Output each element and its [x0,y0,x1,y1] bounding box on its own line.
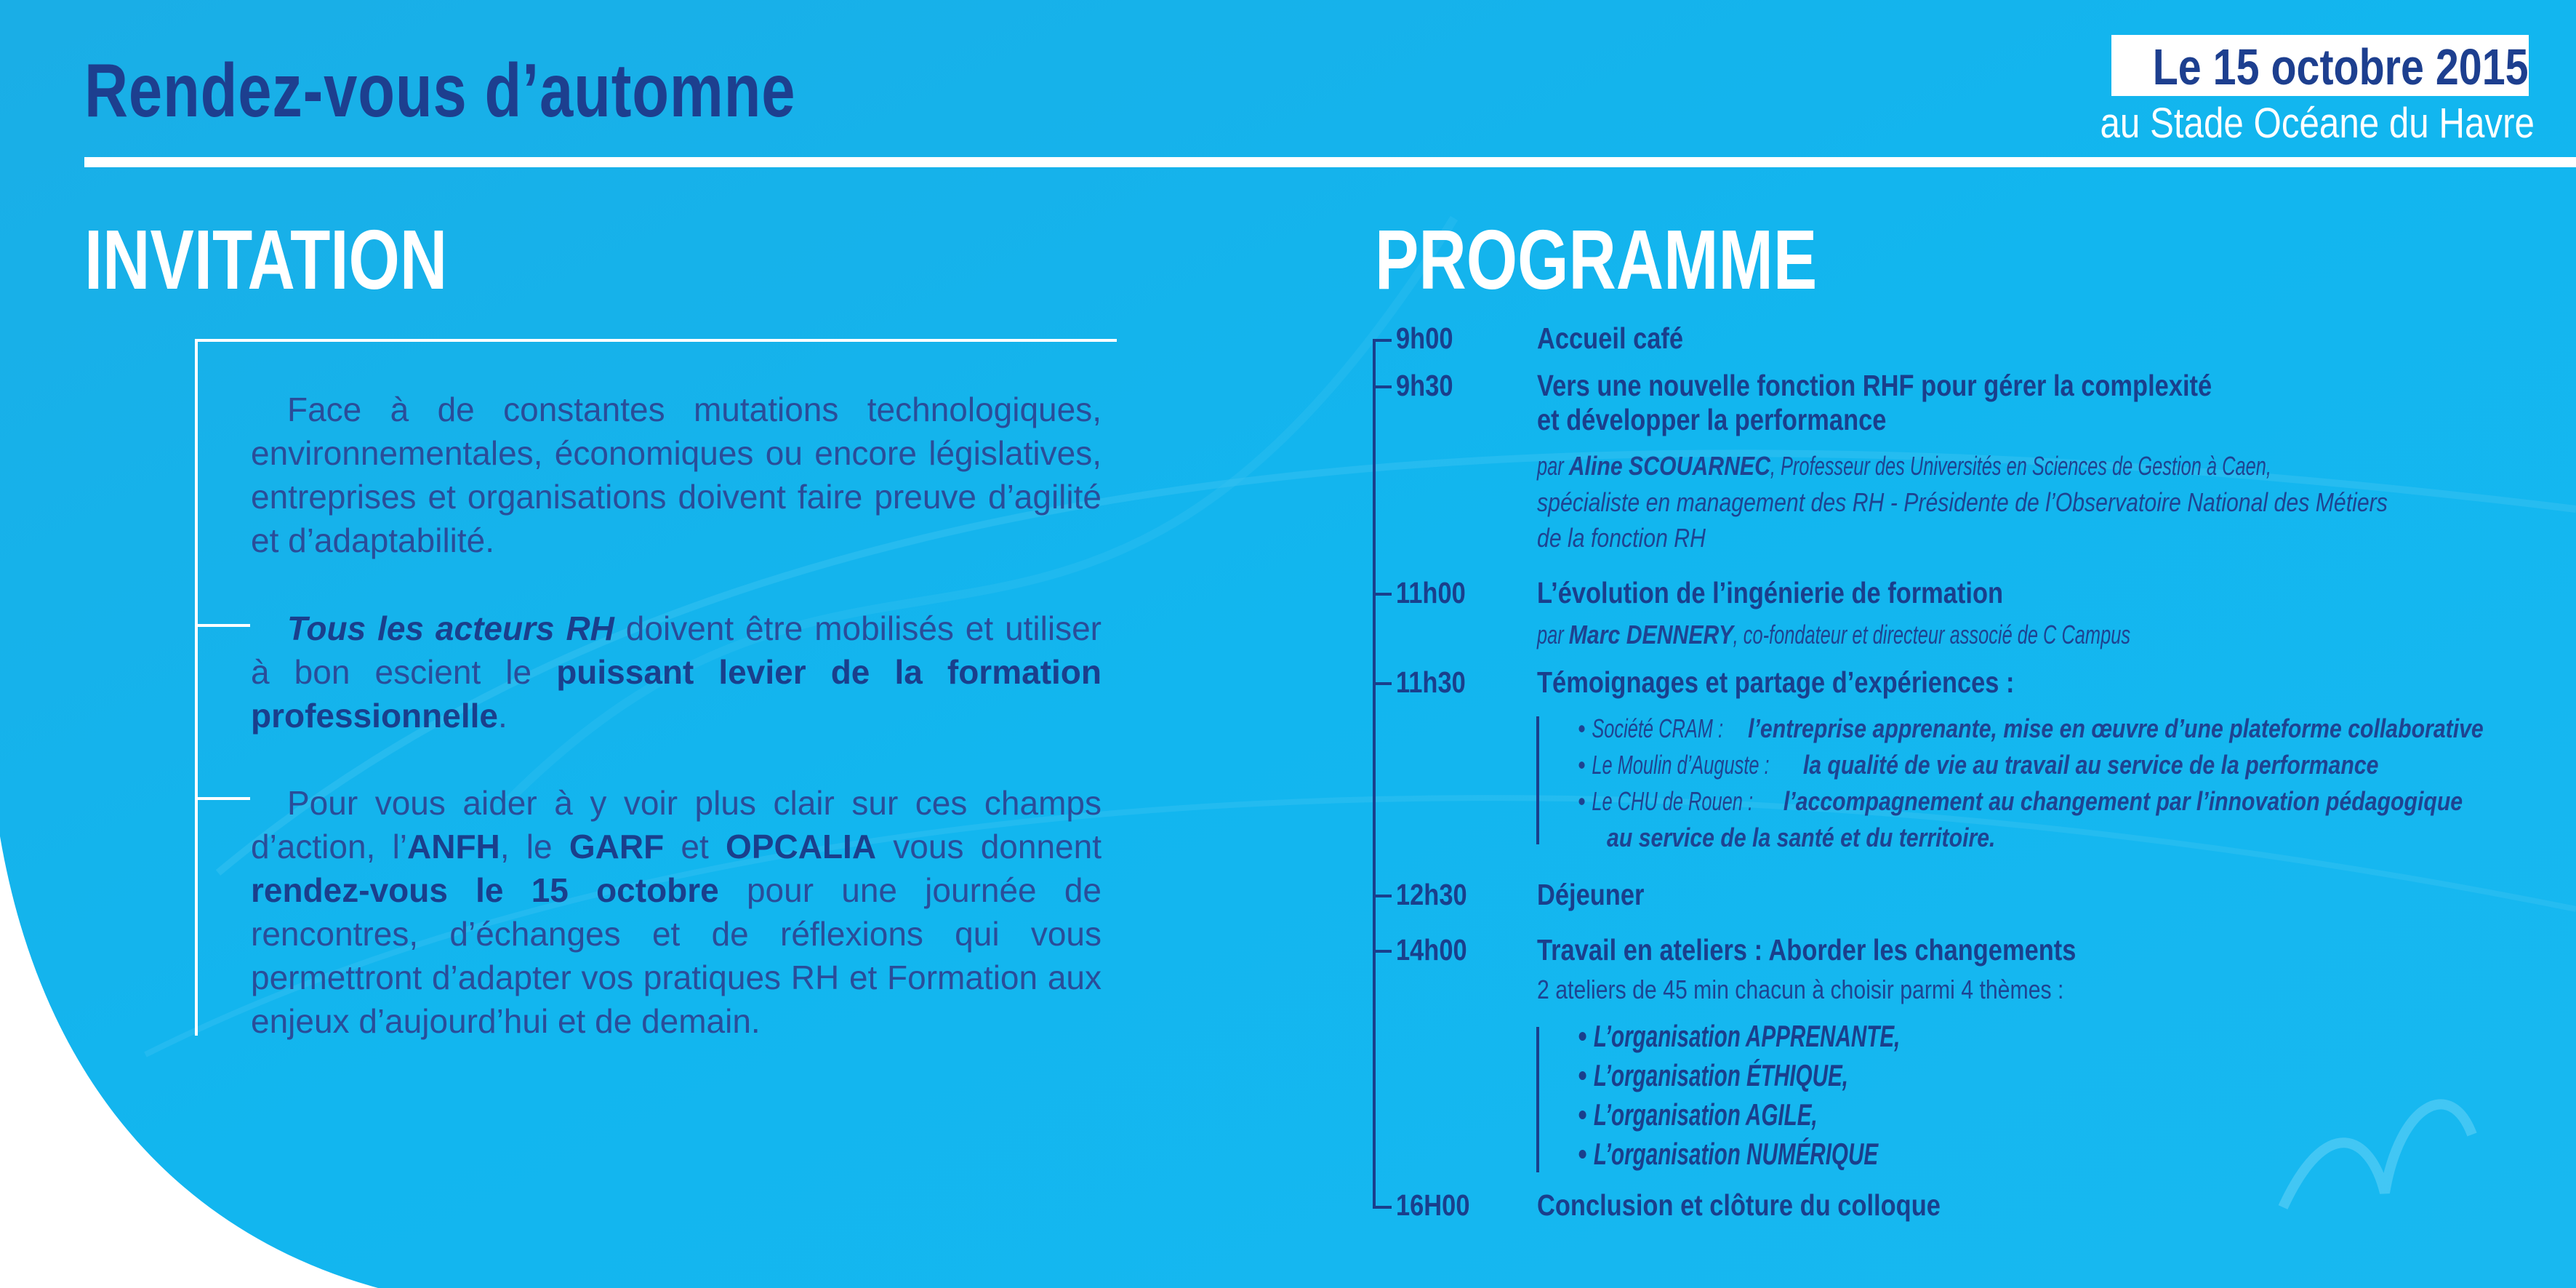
session-title: Travail en ateliers : Aborder les changements [1537,933,2077,967]
speaker-description: de la fonction RH [1537,523,1706,553]
session-subtitle: 2 ateliers de 45 min chacun à choisir parmi 4 thèmes : [1537,975,2064,1004]
session-title: L’évolution de l’ingénierie de formation [1537,576,2004,609]
invitation-paragraph-3: Pour vous aider à y voir plus clair sur ces champs d’action, l’ANFH, le GARF et OPCALIA vous donnent rendez-vous le 15 octobre pour une journée de rencontres, d’échanges et de réflexions qui vous permettront d’adapter vos pratiques RH et Formation aux enjeux d’aujourd’hui et de demain. [251,784,1102,1040]
header-divider [84,157,2576,167]
theme-item: • L’organisation NUMÉRIQUE [1578,1137,1879,1171]
session-title: Accueil café [1537,321,1684,355]
time-label: 11h30 [1396,665,1466,699]
session-title: Vers une nouvelle fonction RHF pour gérer la complexité [1537,369,2212,402]
session-title: Conclusion et clôture du colloque [1537,1188,1941,1222]
theme-item: • L’organisation AGILE, [1578,1097,1818,1132]
testimony-item: • Le Moulin d’Auguste :la qualité de vie au travail au service de la performance [1578,750,2379,780]
programme-heading: PROGRAMME [1375,212,1818,307]
timeline-tick [1373,682,1392,685]
invitation-paragraph-1: Face à de constantes mutations technologiques, environnementales, économiques ou encore législatives, entreprises et organisations doivent faire preuve d’agilité et d’adaptabilité. [251,391,1102,559]
speaker-line: parMarc DENNERY, co-fondateur et directeur associé de C Campus [1537,620,2131,649]
programme-timeline [1373,339,1376,1209]
speaker-description: spécialiste en management des RH - Présidente de l’Observatoire National des Métiers [1537,487,2388,517]
theme-item: • L’organisation ÉTHIQUE, [1578,1058,1849,1092]
time-label: 9h30 [1396,369,1453,402]
timeline-tick [1373,339,1392,342]
timeline-tick [1373,1206,1392,1209]
time-label: 16H00 [1396,1188,1470,1222]
speaker-line: parAline SCOUARNEC, Professeur des Universités en Sciences de Gestion à Caen, [1537,451,2271,481]
timeline-tick [1373,593,1392,596]
timeline-tick [1373,895,1392,897]
time-label: 11h00 [1396,576,1466,609]
bullet-group-bar [1536,1027,1539,1172]
session-title-line-2: et développer la performance [1537,403,1887,436]
timeline-tick [1373,950,1392,953]
event-date: Le 15 octobre 2015 [2152,39,2529,95]
time-label: 9h00 [1396,321,1453,355]
session-title: Déjeuner [1537,878,1645,911]
time-label: 14h00 [1396,933,1467,967]
session-title: Témoignages et partage d’expériences : [1537,665,2015,699]
event-venue: au Stade Océane du Havre [2100,100,2535,147]
time-label: 12h30 [1396,878,1467,911]
invitation-paragraph-2: Tous les acteurs RH doivent être mobilisés et utiliser à bon escient le puissant levier de la formation professionnelle. [251,609,1102,735]
testimony-item-line-2: au service de la santé et du territoire. [1607,823,1996,852]
invitation-tick [195,797,250,800]
bullet-group-bar [1536,716,1539,844]
theme-item: • L’organisation APPRENANTE, [1578,1019,1901,1053]
testimony-item: • Société CRAM :l’entreprise apprenante, mise en œuvre d’une plateforme collaborative [1578,713,2484,743]
main-title: Rendez-vous d’automne [84,49,796,133]
timeline-tick [1373,385,1392,388]
invitation-tick [195,624,250,627]
invitation-top-rule [195,339,1117,342]
testimony-item: • Le CHU de Rouen :l’accompagnement au changement par l’innovation pédagogique [1578,786,2463,816]
invitation-bracket-line [195,339,198,1036]
invitation-heading: INVITATION [84,212,448,307]
